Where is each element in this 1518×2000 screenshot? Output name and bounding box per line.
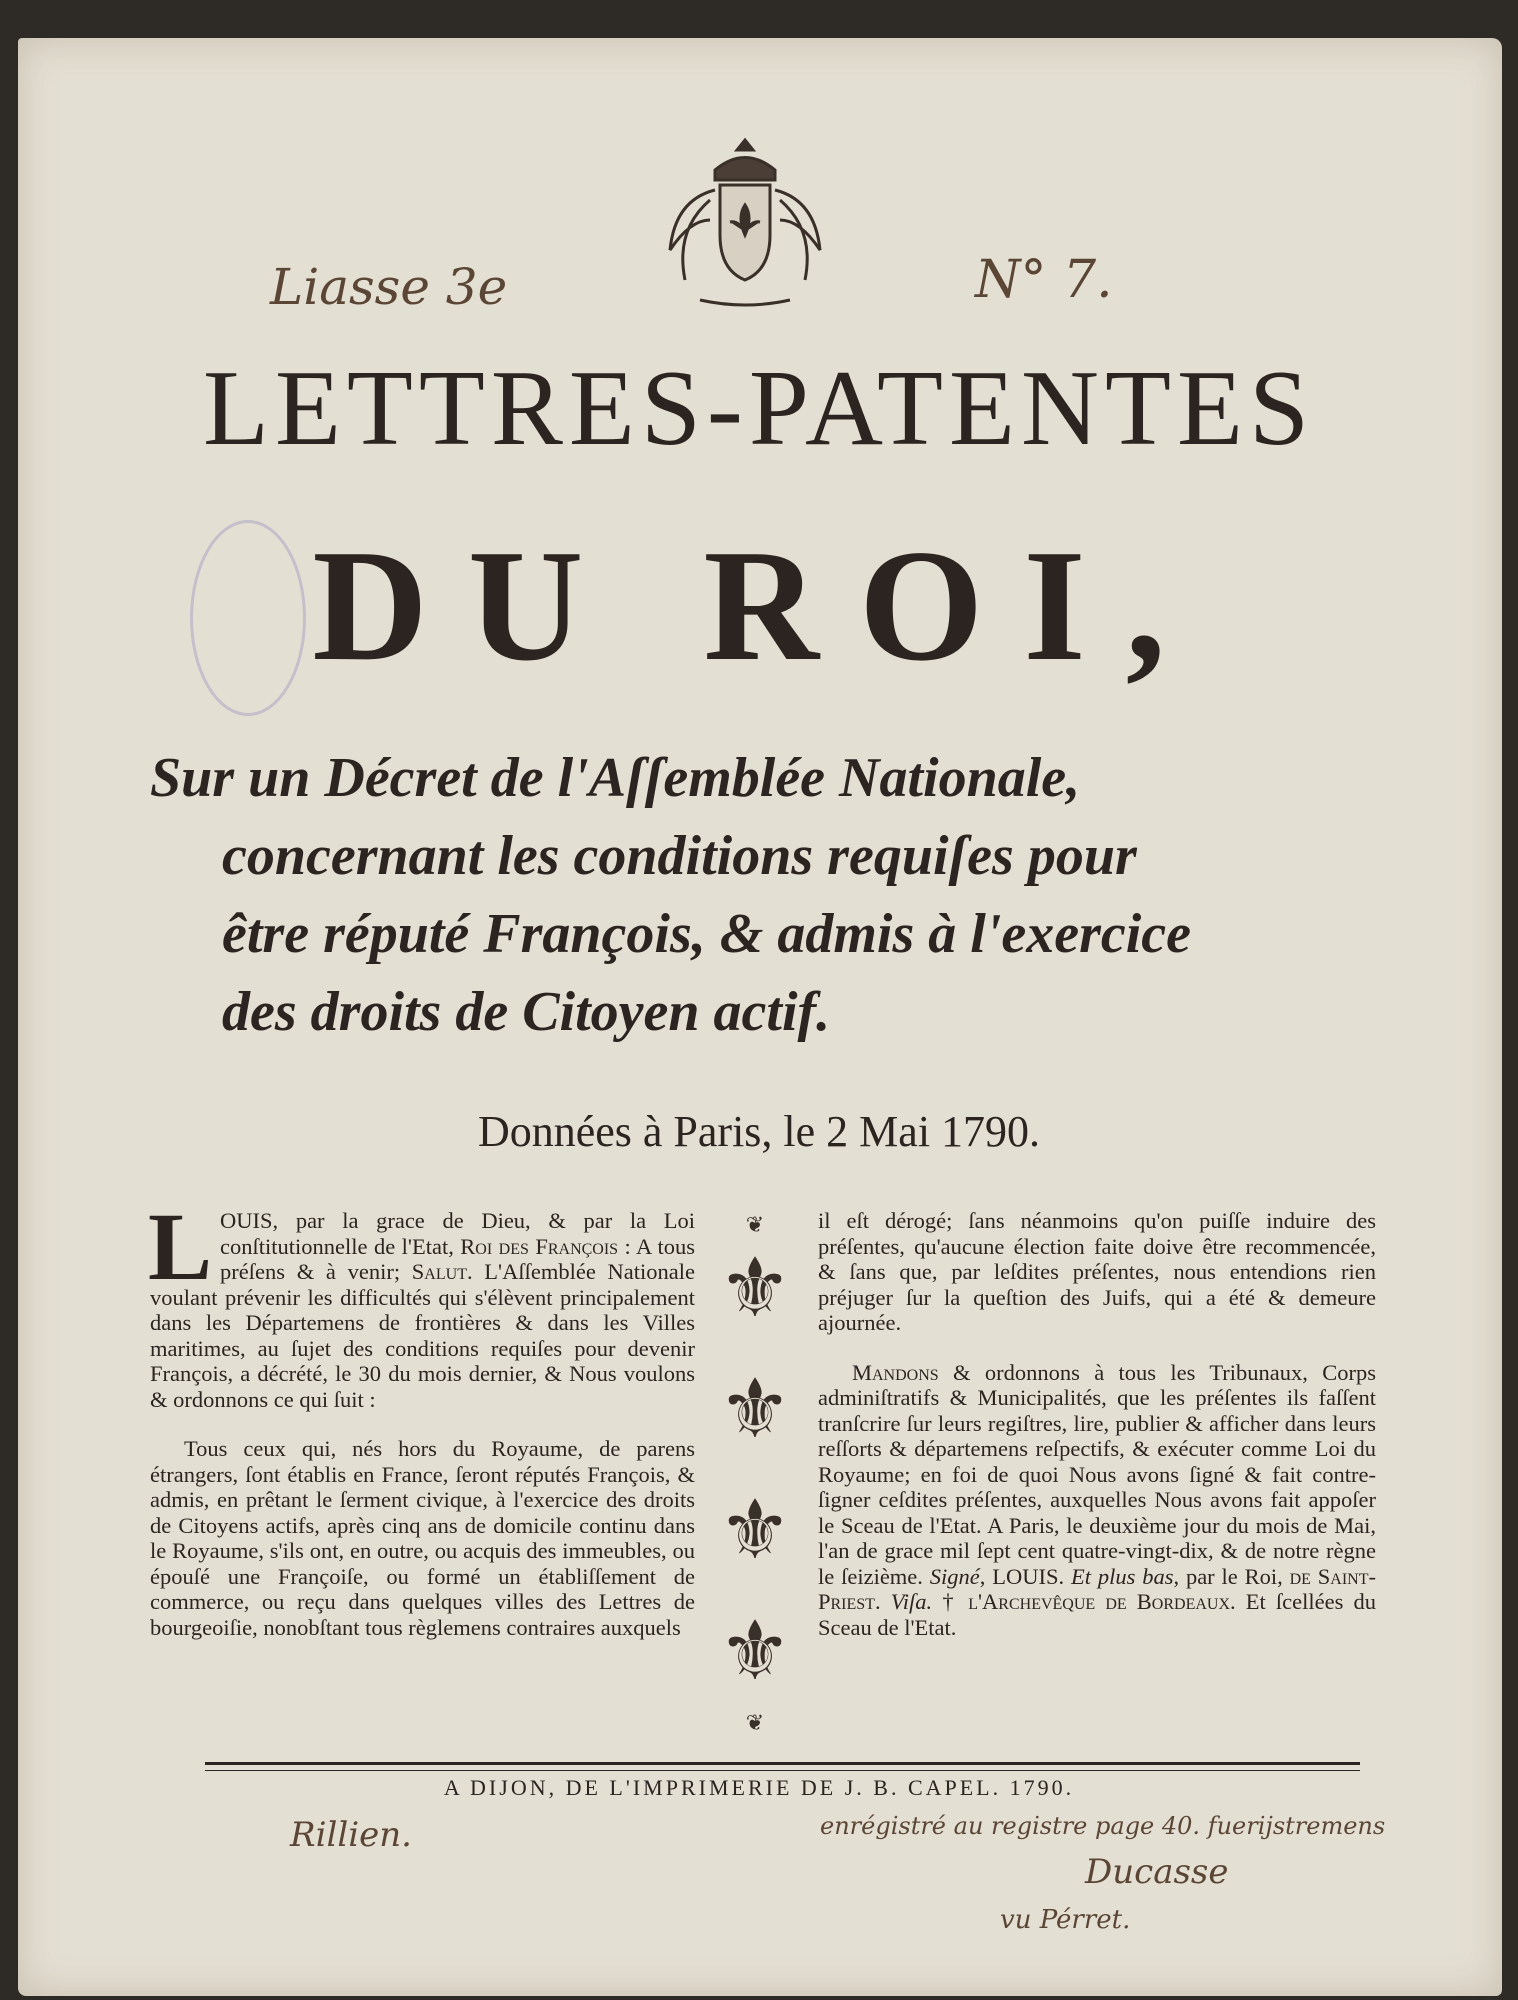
title-line-2: DU ROI, (312, 516, 1206, 694)
text-run: Salut. (411, 1259, 473, 1284)
text-run: , par la grace de Dieu, & par la Loi conſtitutionnelle de l'Etat, (220, 1208, 695, 1259)
text-run: OUIS (220, 1208, 273, 1233)
text-run: : A tous préſens & à venir; (220, 1233, 696, 1284)
royal-crest-icon (660, 130, 830, 320)
text-run: , par le Roi, (1173, 1563, 1290, 1589)
subtitle-line-1: Sur un Décret de l'Aſſemblée Nationale, (150, 747, 1081, 809)
text-run: , LOUIS. (979, 1563, 1065, 1589)
text-run: & ordonnons à tous les Tribunaux, Corps adminiſtratifs & Municipalités, que les préſentes ils faſſent tranſcrire ſur leurs regiſtres, lire, publier & afficher dans leurs reſſorts & départemens reſpectifs, & exécuter comme Loi du Royaume; en foi de quoi Nous avons ſigné & fait contre-ſigner ceſdites préſentes, auxquelles Nous avons fait appoſer le Sceau de l'Etat. A Paris, le deuxième jour du mois de Mai, l'an de grace mil ſept cent quatre-vingt-dix, & de notre règne le ſeizième. (818, 1359, 1376, 1589)
text-run: L'Aſſemblée Nationale voulant prévenir les difficultés qui s'élèvent principalement dans les Départemens de frontières & dans les Villes maritimes, au ſujet des conditions requiſes pour devenir François, a décrété, le 30 du mois dernier, & Nous voulons & ordonnons ce qui ſuit : (150, 1259, 695, 1412)
mandons-paragraph (818, 1360, 1376, 1641)
handwritten-liasse: Liasse 3e (270, 258, 508, 316)
subtitle-line-3: être réputé François, & admis à l'exercice (222, 903, 1191, 965)
subtitle-line-4: des droits de Citoyen actif. (222, 981, 831, 1043)
text-run: † l'Archevêque de Bordeaux. (942, 1589, 1236, 1614)
title-line-1: LETTRES-PATENTES (202, 349, 1316, 468)
handwritten-vu-note: vu Pérret. (1000, 1905, 1131, 1935)
fleur-de-lis-icon: ⚜ (718, 1364, 792, 1455)
right-column (818, 1208, 1376, 1640)
text-run: de Saint-Priest. (818, 1563, 1377, 1614)
text-run: Et ſcellées du Sceau de l'Etat. (818, 1589, 1377, 1640)
dateline: Données à Paris, le 2 Mai 1790. (477, 1107, 1041, 1156)
preamble-paragraph (148, 1193, 696, 1412)
handwritten-registration-note: enrégistré au registre page 40. fuerijstremens (820, 1812, 1386, 1840)
fleur-de-lis-icon: ⚜ (718, 1606, 792, 1697)
handwritten-number: N° 7. (975, 250, 1113, 310)
fleur-de-lis-icon: ⚜ (718, 1243, 792, 1334)
divider-rule (205, 1762, 1360, 1771)
text-run: Et plus bas (1071, 1563, 1174, 1589)
handwritten-signature-right: Ducasse (1085, 1852, 1229, 1892)
handwritten-signature-left: Rillien. (290, 1815, 412, 1855)
text-run: Viſa. (880, 1589, 933, 1614)
text-run: Roi des François (460, 1233, 619, 1259)
article-paragraph: Tous ceux qui, nés hors du Royaume, de parens étrangers, ſont établis en France, ſeront réputés François, & admis, en prêtant le ſerment civique, à l'exercice des droits de Citoyens actifs, après cinq ans de domicile continu dans le Royaume, s'ils ont, en outre, ou acquis des immeubles, ou épouſé une Françoiſe, ou formé un établiſſement de commerce, ou reçu dans quelques villes des Lettres de bourgeoiſie, nonobſtant tous règlemens contraires auxquels (150, 1436, 695, 1640)
left-column (148, 1193, 696, 1640)
ornament-bottom-icon: ❦ (745, 1710, 765, 1735)
text-run: Mandons (852, 1359, 939, 1385)
subtitle-line-2: concernant les conditions requiſes pour (222, 825, 1137, 887)
printer-imprint: A DIJON, DE L'IMPRIMERIE DE J. B. CAPEL. 1790. (443, 1775, 1075, 1800)
text-run: Signé (929, 1563, 980, 1589)
ornament-top-icon: ❦ (745, 1212, 765, 1237)
fleur-de-lis-icon: ⚜ (718, 1485, 792, 1576)
continuation-paragraph: il eſt dérogé; ſans néanmoins qu'on puiſſe induire des préſentes, qu'aucune élection faite doive être recommencée, & ſans que, par leſdites préſentes, nous entendions rien préjuger ſur la queſtion des Juifs, qui a été & demeure ajournée. (818, 1208, 1376, 1335)
drop-cap: L (148, 1193, 213, 1300)
